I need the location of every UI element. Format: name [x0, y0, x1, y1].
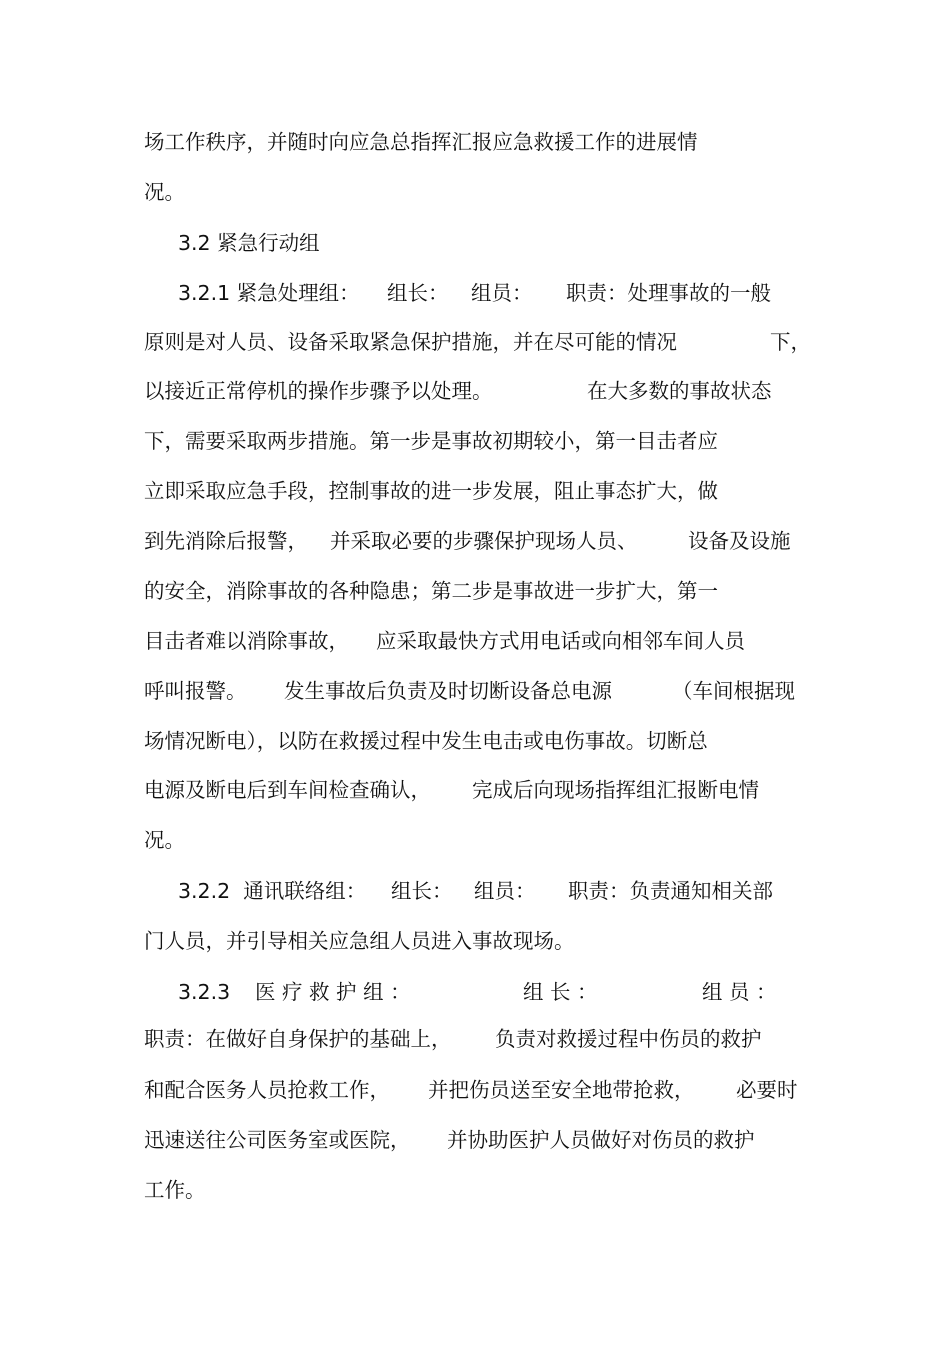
text-segment: 下， — [770, 330, 811, 354]
text-line — [0, 876, 773, 906]
text-segment: 职责：在做好自身保护的基础上， — [144, 1027, 452, 1051]
text-segment: 迅速送往公司医务室或医院， — [144, 1128, 411, 1152]
text-segment: 场情况断电），以防在救援过程中发生电击或电伤事故。切断总 — [144, 729, 708, 753]
text-line — [0, 376, 772, 406]
text-segment: 呼叫报警。 — [144, 679, 247, 703]
text-line — [0, 426, 718, 456]
text-line — [0, 825, 185, 855]
text-segment: 组 长 ： — [523, 980, 598, 1004]
text-segment: 并协助医护人员做好对伤员的救护 — [447, 1128, 755, 1152]
text-segment: 场工作秩序，并随时向应急总指挥汇报应急救援工作的进展情 — [144, 130, 698, 154]
text-segment: （车间根据现 — [672, 679, 795, 703]
text-segment: 并把伤员送至安全地带抢救， — [428, 1078, 695, 1102]
text-segment: 目击者难以消除事故， — [144, 629, 349, 653]
text-segment: 组 员 ： — [702, 980, 777, 1004]
text-segment: 组员： — [471, 281, 533, 305]
text-segment: 负责对救援过程中伤员的救护 — [495, 1027, 762, 1051]
text-segment: 应采取最快方式用电话或向相邻车间人员 — [376, 629, 745, 653]
text-line — [0, 1024, 762, 1054]
text-segment: 3.2.1 紧急处理组： — [178, 281, 360, 305]
text-segment: 组长： — [391, 879, 453, 903]
text-segment: 3.2 紧急行动组 — [178, 231, 320, 255]
text-segment: 工作。 — [144, 1178, 206, 1202]
text-line — [0, 1125, 755, 1155]
text-segment: 以接近正常停机的操作步骤予以处理。 — [144, 379, 493, 403]
text-line — [0, 926, 575, 956]
text-segment: 门人员，并引导相关应急组人员进入事故现场。 — [144, 929, 575, 953]
text-segment: 况。 — [144, 180, 185, 204]
text-line — [0, 278, 771, 308]
text-segment: 并采取必要的步骤保护现场人员、 — [330, 529, 638, 553]
text-segment: 立即采取应急手段，控制事故的进一步发展，阻止事态扩大，做 — [144, 479, 718, 503]
text-segment: 3.2.2 通讯联络组： — [178, 879, 367, 903]
text-segment: 必要时 — [736, 1078, 798, 1102]
text-line — [0, 177, 185, 207]
section-heading — [0, 228, 320, 258]
text-segment: 电源及断电后到车间检查确认， — [144, 778, 431, 802]
text-line — [0, 1175, 206, 1205]
text-line — [0, 476, 718, 506]
text-segment: 完成后向现场指挥组汇报断电情 — [472, 778, 759, 802]
text-segment: 职责：处理事故的一般 — [566, 281, 771, 305]
text-segment: 组长： — [387, 281, 449, 305]
text-line — [0, 626, 745, 656]
text-segment: 的安全，消除事故的各种隐患；第二步是事故进一步扩大，第一 — [144, 579, 718, 603]
text-line — [0, 526, 791, 556]
text-segment: 和配合医务人员抢救工作， — [144, 1078, 390, 1102]
text-segment: 况。 — [144, 828, 185, 852]
text-segment: 设备及设施 — [688, 529, 791, 553]
text-line — [0, 1075, 798, 1105]
text-line — [0, 726, 708, 756]
text-segment: 组员： — [474, 879, 536, 903]
text-segment: 下，需要采取两步措施。第一步是事故初期较小，第一目击者应 — [144, 429, 718, 453]
text-segment: 到先消除后报警， — [144, 529, 308, 553]
text-segment: 在大多数的事故状态 — [587, 379, 772, 403]
text-line — [0, 775, 759, 805]
text-segment: 职责：负责通知相关部 — [568, 879, 773, 903]
text-line — [0, 127, 698, 157]
text-line — [0, 327, 811, 357]
text-line — [0, 576, 718, 606]
text-line — [0, 676, 795, 706]
text-segment: 发生事故后负责及时切断设备总电源 — [284, 679, 612, 703]
text-segment: 医 疗 救 护 组 ： — [255, 980, 411, 1004]
text-line — [0, 977, 777, 1007]
text-segment: 3.2.3 — [178, 980, 231, 1004]
text-segment: 原则是对人员、设备采取紧急保护措施，并在尽可能的情况 — [144, 330, 677, 354]
